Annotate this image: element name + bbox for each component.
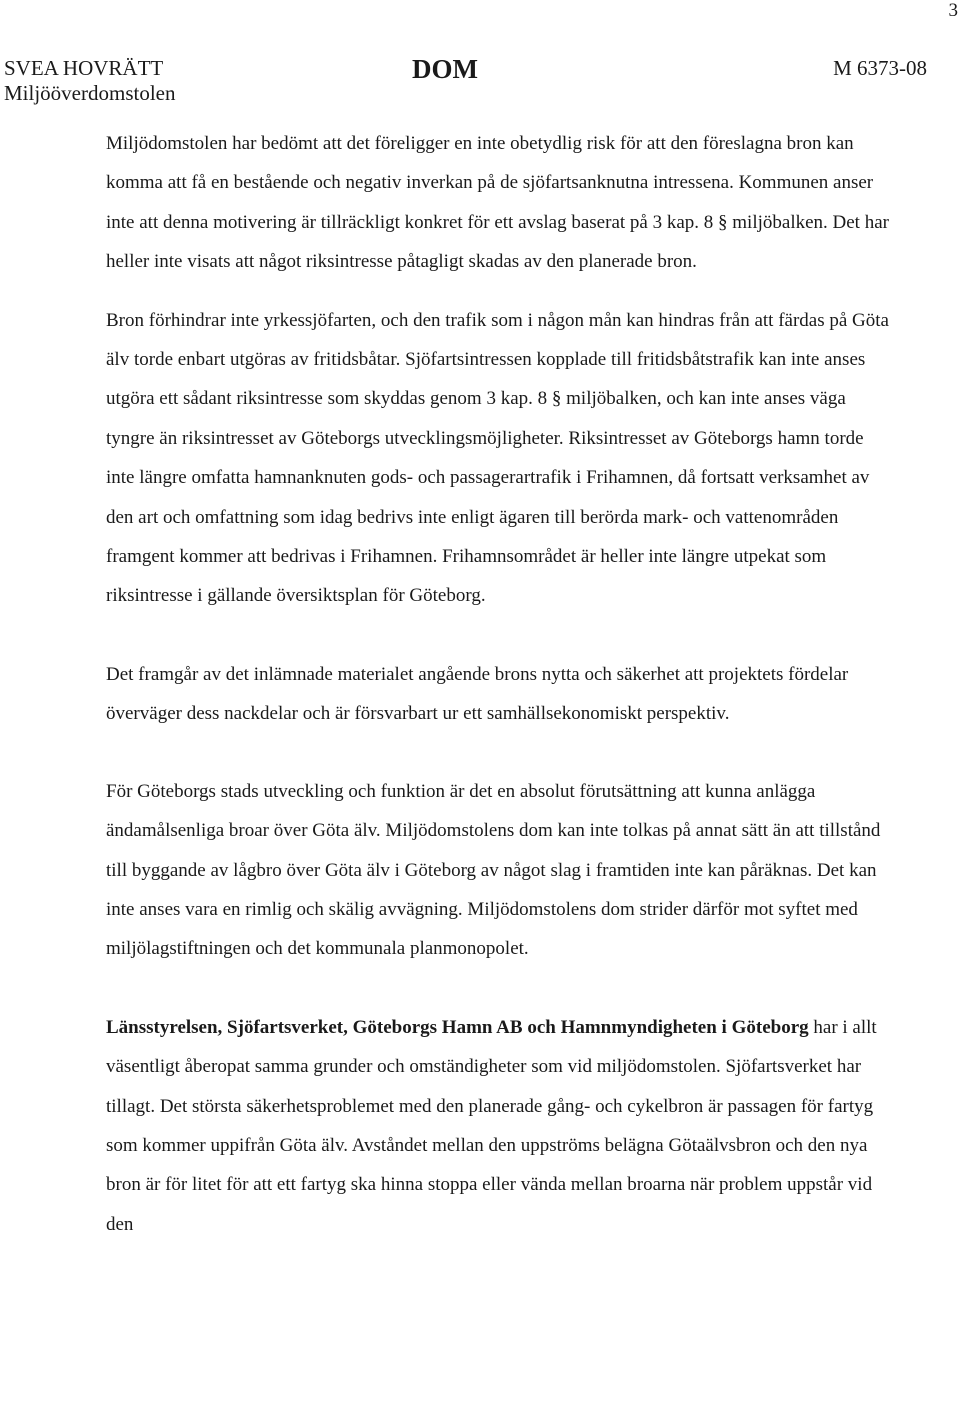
paragraph-leisure-boat-traffic: Bron förhindrar inte yrkessjöfarten, och den trafik som i någon mån kan hindras från att färdas på Göta älv torde enbart utgöras av fritidsbåtar. Sjöfartsintressen kopplade till fritidsbåtstrafik kan inte anses utgöra ett sådant riksintresse som skyddas genom 3 kap. 8 § miljöbalken, och kan inte anses väga tyngre än riksintresset av Göteborgs utvecklingsmöjligheter. Riksintresset av Göteborgs hamn torde inte längre omfatta hamnanknuten gods- och passagerartrafik i Frihamnen, då fortsatt verksamhet av den art och omfattning som idag bedrivs inte enligt ägaren till berörda mark- och vattenområden framgent kommer att bedrivas i Frihamnen. Frihamnsområdet är heller inte längre utpekat som riksintresse i gällande översiktsplan för Göteborg.	[106, 309, 889, 607]
case-number: M 6373-08	[833, 56, 927, 80]
document-header	[0, 56, 960, 106]
paragraph-district-court-assessment: Miljödomstolen har bedömt att det föreligger en inte obetydlig risk för att den föreslagna bron kan komma att få en bestående och negativ inverkan på de sjöfartsanknutna intressena. Kommunen anser inte att denna motivering är tillräckligt konkret för ett avslag baserat på 3 kap. 8 § miljöbalken. Det har heller inte visats att något riksintresse påtagligt skadas av den planerade bron.	[106, 133, 889, 273]
document-body	[106, 124, 896, 1244]
document-type: DOM	[412, 54, 478, 84]
paragraph-city-development: För Göteborgs stads utveckling och funktion är det en absolut förutsättning att kunna anlägga ändamålsenliga broar över Göta älv. Miljödomstolens dom kan inte tolkas på annat sätt än att tillstånd till byggande av lågbro över Göta älv i Göteborg av något slag i framtiden inte kan påräknas. Det kan inte anses vara en rimlig och skälig avvägning. Miljödomstolens dom strider därför mot syftet med miljölagstiftningen och det kommunala planmonopolet.	[106, 780, 881, 960]
department-name: Miljööverdomstolen	[4, 81, 176, 105]
parties-statement: har i allt väsentligt åberopat samma grunder och omständigheter som vid miljödomstolen. Sjöfartsverket har tillagt. Det största säkerhetsproblemet med den planerade gång- och cykelbron är passagen för fartyg som kommer uppifrån Göta älv. Avståndet mellan den uppströms belägna Götaälvsbron och den nya bron är för litet för att ett fartyg ska hinna stoppa eller vända mellan broarna när problem uppstår vid den	[106, 1016, 877, 1235]
page-number: 3	[948, 0, 958, 21]
court-name: SVEA HOVRÄTT	[4, 56, 164, 80]
parties-names: Länsstyrelsen, Sjöfartsverket, Göteborgs Hamn AB och Hamnmyndigheten i Göteborg	[106, 1016, 809, 1038]
paragraph-authorities-position	[106, 1008, 896, 1244]
paragraph-bridge-benefits: Det framgår av det inlämnade materialet angående brons nytta och säkerhet att projektets fördelar överväger dess nackdelar och är försvarbart ur ett samhällsekonomiskt perspektiv.	[106, 663, 849, 725]
